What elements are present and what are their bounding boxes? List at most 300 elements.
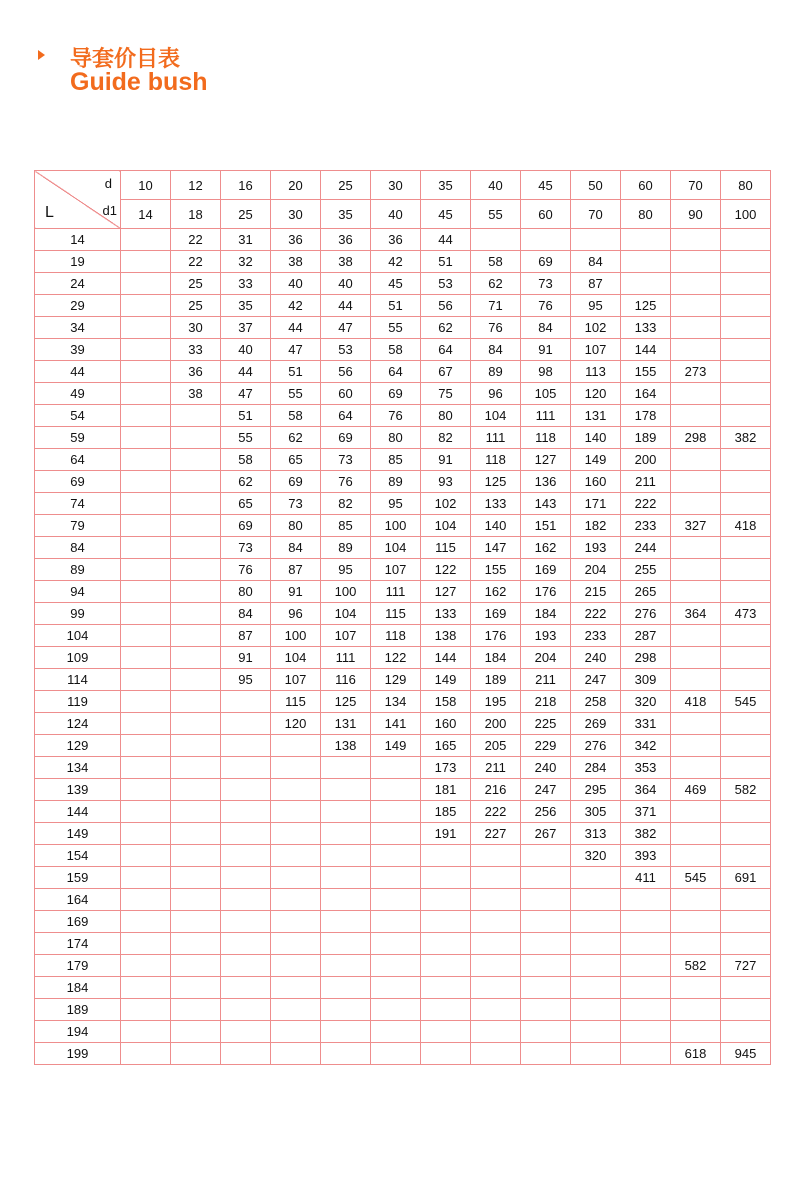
price-cell: 287	[621, 625, 671, 647]
price-cell: 393	[621, 845, 671, 867]
price-cell: 87	[221, 625, 271, 647]
price-cell: 945	[721, 1043, 771, 1065]
price-cell: 125	[321, 691, 371, 713]
price-cell: 133	[621, 317, 671, 339]
price-cell: 36	[371, 229, 421, 251]
price-cell	[621, 1021, 671, 1043]
price-cell: 227	[471, 823, 521, 845]
price-cell	[671, 757, 721, 779]
price-cell: 122	[421, 559, 471, 581]
price-cell	[571, 911, 621, 933]
price-cell: 40	[221, 339, 271, 361]
price-cell	[671, 933, 721, 955]
price-cell	[621, 999, 671, 1021]
d1-header-cell: 100	[721, 200, 771, 229]
length-cell: 44	[35, 361, 121, 383]
length-cell: 119	[35, 691, 121, 713]
price-cell	[171, 405, 221, 427]
price-cell	[121, 229, 171, 251]
price-cell	[421, 933, 471, 955]
price-cell: 91	[421, 449, 471, 471]
price-cell	[371, 845, 421, 867]
price-cell: 284	[571, 757, 621, 779]
price-cell	[171, 801, 221, 823]
price-cell	[121, 867, 171, 889]
price-cell	[671, 471, 721, 493]
price-cell	[721, 801, 771, 823]
price-cell	[271, 845, 321, 867]
price-cell: 91	[521, 339, 571, 361]
price-cell: 222	[571, 603, 621, 625]
price-cell	[221, 911, 271, 933]
price-cell: 144	[421, 647, 471, 669]
price-cell	[471, 867, 521, 889]
price-cell: 51	[421, 251, 471, 273]
price-cell: 149	[371, 735, 421, 757]
length-cell: 14	[35, 229, 121, 251]
price-cell: 164	[621, 383, 671, 405]
price-cell: 53	[421, 273, 471, 295]
price-cell	[721, 471, 771, 493]
price-cell	[171, 735, 221, 757]
price-cell: 62	[221, 471, 271, 493]
price-cell: 371	[621, 801, 671, 823]
price-cell	[121, 515, 171, 537]
price-cell: 76	[471, 317, 521, 339]
length-cell: 39	[35, 339, 121, 361]
price-cell: 69	[521, 251, 571, 273]
price-cell	[721, 273, 771, 295]
price-cell	[321, 933, 371, 955]
price-cell: 298	[671, 427, 721, 449]
price-cell: 162	[471, 581, 521, 603]
price-cell	[171, 845, 221, 867]
length-cell: 104	[35, 625, 121, 647]
price-cell: 204	[521, 647, 571, 669]
price-cell: 30	[171, 317, 221, 339]
price-cell: 100	[321, 581, 371, 603]
price-cell: 240	[521, 757, 571, 779]
price-cell: 205	[471, 735, 521, 757]
length-cell: 149	[35, 823, 121, 845]
price-cell: 320	[571, 845, 621, 867]
price-cell	[521, 977, 571, 999]
price-cell: 84	[571, 251, 621, 273]
price-cell: 40	[271, 273, 321, 295]
price-cell	[371, 823, 421, 845]
price-cell: 42	[271, 295, 321, 317]
d-header-cell: 12	[171, 171, 221, 200]
price-cell	[171, 493, 221, 515]
price-cell: 111	[321, 647, 371, 669]
price-cell	[221, 845, 271, 867]
d1-header-cell: 25	[221, 200, 271, 229]
price-cell	[171, 977, 221, 999]
price-cell: 45	[371, 273, 421, 295]
price-cell: 331	[621, 713, 671, 735]
price-cell	[221, 757, 271, 779]
price-cell: 115	[371, 603, 421, 625]
price-cell	[121, 1021, 171, 1043]
table-row	[35, 823, 771, 845]
price-cell: 47	[221, 383, 271, 405]
price-cell	[721, 889, 771, 911]
price-cell	[421, 867, 471, 889]
price-cell: 216	[471, 779, 521, 801]
price-cell	[421, 1021, 471, 1043]
price-cell	[671, 317, 721, 339]
price-cell: 691	[721, 867, 771, 889]
price-cell	[671, 889, 721, 911]
price-cell: 269	[571, 713, 621, 735]
page-title-cn: 导套价目表	[70, 47, 181, 72]
price-cell: 618	[671, 1043, 721, 1065]
price-cell	[721, 361, 771, 383]
price-cell: 104	[421, 515, 471, 537]
price-cell: 60	[321, 383, 371, 405]
price-cell	[121, 1043, 171, 1065]
price-cell	[121, 801, 171, 823]
price-cell	[221, 889, 271, 911]
price-cell	[221, 823, 271, 845]
price-cell: 98	[521, 361, 571, 383]
price-cell	[671, 647, 721, 669]
price-cell	[721, 647, 771, 669]
price-cell	[421, 977, 471, 999]
price-cell	[621, 955, 671, 977]
price-cell	[521, 933, 571, 955]
price-cell: 211	[471, 757, 521, 779]
price-cell	[121, 889, 171, 911]
price-cell: 267	[521, 823, 571, 845]
price-cell: 58	[221, 449, 271, 471]
length-cell: 74	[35, 493, 121, 515]
price-cell: 62	[421, 317, 471, 339]
price-cell	[271, 1021, 321, 1043]
price-cell: 165	[421, 735, 471, 757]
price-cell	[171, 867, 221, 889]
price-cell	[521, 999, 571, 1021]
table-row	[35, 405, 771, 427]
price-cell	[271, 977, 321, 999]
length-cell: 109	[35, 647, 121, 669]
table-row	[35, 911, 771, 933]
price-cell	[571, 867, 621, 889]
price-cell	[721, 625, 771, 647]
price-cell	[171, 449, 221, 471]
price-cell	[721, 229, 771, 251]
price-cell: 38	[171, 383, 221, 405]
price-cell	[221, 801, 271, 823]
price-cell: 44	[321, 295, 371, 317]
price-cell: 469	[671, 779, 721, 801]
price-cell	[621, 1043, 671, 1065]
price-cell: 195	[471, 691, 521, 713]
price-cell: 173	[421, 757, 471, 779]
price-cell: 327	[671, 515, 721, 537]
price-cell	[621, 229, 671, 251]
price-cell	[371, 889, 421, 911]
price-cell	[721, 823, 771, 845]
price-cell	[121, 955, 171, 977]
price-cell: 353	[621, 757, 671, 779]
price-cell: 276	[621, 603, 671, 625]
price-cell	[121, 559, 171, 581]
length-cell: 99	[35, 603, 121, 625]
price-cell: 258	[571, 691, 621, 713]
table-row	[35, 361, 771, 383]
price-cell: 36	[321, 229, 371, 251]
triangle-bullet-icon	[38, 50, 45, 60]
price-cell	[421, 889, 471, 911]
price-cell: 62	[471, 273, 521, 295]
length-cell: 19	[35, 251, 121, 273]
length-cell: 199	[35, 1043, 121, 1065]
price-cell: 320	[621, 691, 671, 713]
corner-label-d: d	[104, 176, 112, 191]
length-cell: 69	[35, 471, 121, 493]
price-cell	[671, 295, 721, 317]
price-cell	[121, 471, 171, 493]
price-cell	[571, 999, 621, 1021]
price-cell: 107	[321, 625, 371, 647]
price-cell: 80	[421, 405, 471, 427]
price-cell	[721, 383, 771, 405]
price-cell	[271, 735, 321, 757]
table-row	[35, 229, 771, 251]
length-cell: 129	[35, 735, 121, 757]
d1-header-cell: 90	[671, 200, 721, 229]
price-cell: 545	[671, 867, 721, 889]
price-cell: 87	[271, 559, 321, 581]
price-cell	[671, 977, 721, 999]
price-cell: 233	[571, 625, 621, 647]
price-cell	[721, 559, 771, 581]
price-cell: 85	[321, 515, 371, 537]
price-cell	[121, 493, 171, 515]
price-cell	[321, 757, 371, 779]
price-cell	[421, 999, 471, 1021]
price-cell: 96	[271, 603, 321, 625]
price-cell: 76	[221, 559, 271, 581]
price-cell: 25	[171, 273, 221, 295]
price-cell: 104	[371, 537, 421, 559]
price-cell: 149	[571, 449, 621, 471]
table-row	[35, 449, 771, 471]
price-cell: 35	[221, 295, 271, 317]
price-cell: 71	[471, 295, 521, 317]
table-row	[35, 669, 771, 691]
d1-header-cell: 80	[621, 200, 671, 229]
price-cell: 582	[721, 779, 771, 801]
price-cell: 58	[471, 251, 521, 273]
price-cell	[171, 691, 221, 713]
price-cell	[571, 1021, 621, 1043]
price-cell: 107	[371, 559, 421, 581]
price-cell: 37	[221, 317, 271, 339]
price-cell	[121, 251, 171, 273]
price-cell	[171, 999, 221, 1021]
price-cell	[671, 823, 721, 845]
price-cell	[171, 823, 221, 845]
price-cell	[721, 339, 771, 361]
price-cell: 58	[371, 339, 421, 361]
d-header-cell: 50	[571, 171, 621, 200]
price-cell	[371, 911, 421, 933]
price-cell	[121, 713, 171, 735]
price-cell	[721, 493, 771, 515]
price-cell	[721, 295, 771, 317]
price-cell: 64	[421, 339, 471, 361]
table-row	[35, 559, 771, 581]
length-cell: 54	[35, 405, 121, 427]
price-cell	[221, 867, 271, 889]
price-cell	[171, 1043, 221, 1065]
price-cell: 102	[421, 493, 471, 515]
price-cell: 55	[371, 317, 421, 339]
table-row	[35, 603, 771, 625]
d-header-cell: 10	[121, 171, 171, 200]
price-cell	[671, 669, 721, 691]
price-cell: 89	[471, 361, 521, 383]
price-cell: 87	[571, 273, 621, 295]
price-cell: 69	[221, 515, 271, 537]
price-cell	[271, 801, 321, 823]
price-cell	[721, 669, 771, 691]
price-cell: 65	[271, 449, 321, 471]
price-cell	[721, 581, 771, 603]
price-cell: 140	[471, 515, 521, 537]
price-cell: 155	[621, 361, 671, 383]
price-cell: 364	[671, 603, 721, 625]
price-cell	[471, 889, 521, 911]
price-cell: 218	[521, 691, 571, 713]
price-cell: 727	[721, 955, 771, 977]
price-cell	[271, 889, 321, 911]
price-cell	[671, 625, 721, 647]
price-cell: 47	[271, 339, 321, 361]
price-cell: 96	[471, 383, 521, 405]
price-cell	[571, 977, 621, 999]
table-row	[35, 493, 771, 515]
length-cell: 154	[35, 845, 121, 867]
price-cell	[571, 229, 621, 251]
price-cell: 38	[271, 251, 321, 273]
price-cell	[171, 955, 221, 977]
price-cell	[521, 1043, 571, 1065]
length-cell: 194	[35, 1021, 121, 1043]
price-cell: 127	[421, 581, 471, 603]
length-cell: 24	[35, 273, 121, 295]
price-cell	[321, 911, 371, 933]
price-cell	[621, 889, 671, 911]
price-cell: 111	[471, 427, 521, 449]
price-cell: 138	[421, 625, 471, 647]
price-cell	[721, 405, 771, 427]
d-header-cell: 40	[471, 171, 521, 200]
price-cell	[121, 383, 171, 405]
price-cell: 418	[671, 691, 721, 713]
length-cell: 139	[35, 779, 121, 801]
price-cell: 256	[521, 801, 571, 823]
price-cell	[221, 977, 271, 999]
price-cell: 211	[521, 669, 571, 691]
price-cell: 131	[571, 405, 621, 427]
table-row	[35, 845, 771, 867]
price-cell	[521, 889, 571, 911]
price-cell	[371, 955, 421, 977]
price-cell	[121, 823, 171, 845]
price-cell: 160	[421, 713, 471, 735]
price-cell: 222	[621, 493, 671, 515]
price-cell: 545	[721, 691, 771, 713]
d1-header-cell: 14	[121, 200, 171, 229]
price-cell: 169	[471, 603, 521, 625]
price-cell	[171, 911, 221, 933]
price-cell: 247	[521, 779, 571, 801]
price-cell	[171, 559, 221, 581]
length-cell: 164	[35, 889, 121, 911]
table-row	[35, 647, 771, 669]
table-row	[35, 779, 771, 801]
price-cell: 211	[621, 471, 671, 493]
price-cell: 64	[321, 405, 371, 427]
length-cell: 79	[35, 515, 121, 537]
table-row	[35, 757, 771, 779]
price-cell: 182	[571, 515, 621, 537]
price-cell	[371, 1043, 421, 1065]
price-cell: 116	[321, 669, 371, 691]
length-cell: 159	[35, 867, 121, 889]
d-header-cell: 70	[671, 171, 721, 200]
price-cell	[121, 405, 171, 427]
price-cell	[121, 647, 171, 669]
price-cell	[671, 801, 721, 823]
price-cell	[221, 779, 271, 801]
price-cell: 85	[371, 449, 421, 471]
price-cell: 75	[421, 383, 471, 405]
price-cell	[721, 449, 771, 471]
table-row	[35, 955, 771, 977]
price-cell: 73	[271, 493, 321, 515]
price-cell: 56	[321, 361, 371, 383]
price-cell	[671, 581, 721, 603]
price-cell	[721, 845, 771, 867]
price-cell	[321, 1021, 371, 1043]
price-cell: 162	[521, 537, 571, 559]
price-cell	[121, 295, 171, 317]
price-cell: 51	[271, 361, 321, 383]
price-cell	[221, 691, 271, 713]
price-cell: 125	[621, 295, 671, 317]
price-cell: 80	[371, 427, 421, 449]
length-cell: 169	[35, 911, 121, 933]
price-cell: 76	[371, 405, 421, 427]
price-cell	[471, 1043, 521, 1065]
price-cell: 247	[571, 669, 621, 691]
price-cell	[171, 779, 221, 801]
price-cell	[371, 977, 421, 999]
price-cell: 178	[621, 405, 671, 427]
price-cell	[121, 317, 171, 339]
price-cell	[121, 537, 171, 559]
price-cell	[371, 801, 421, 823]
price-cell	[221, 713, 271, 735]
price-cell	[671, 911, 721, 933]
d-header-cell: 35	[421, 171, 471, 200]
price-cell	[721, 757, 771, 779]
d-header-cell: 16	[221, 171, 271, 200]
